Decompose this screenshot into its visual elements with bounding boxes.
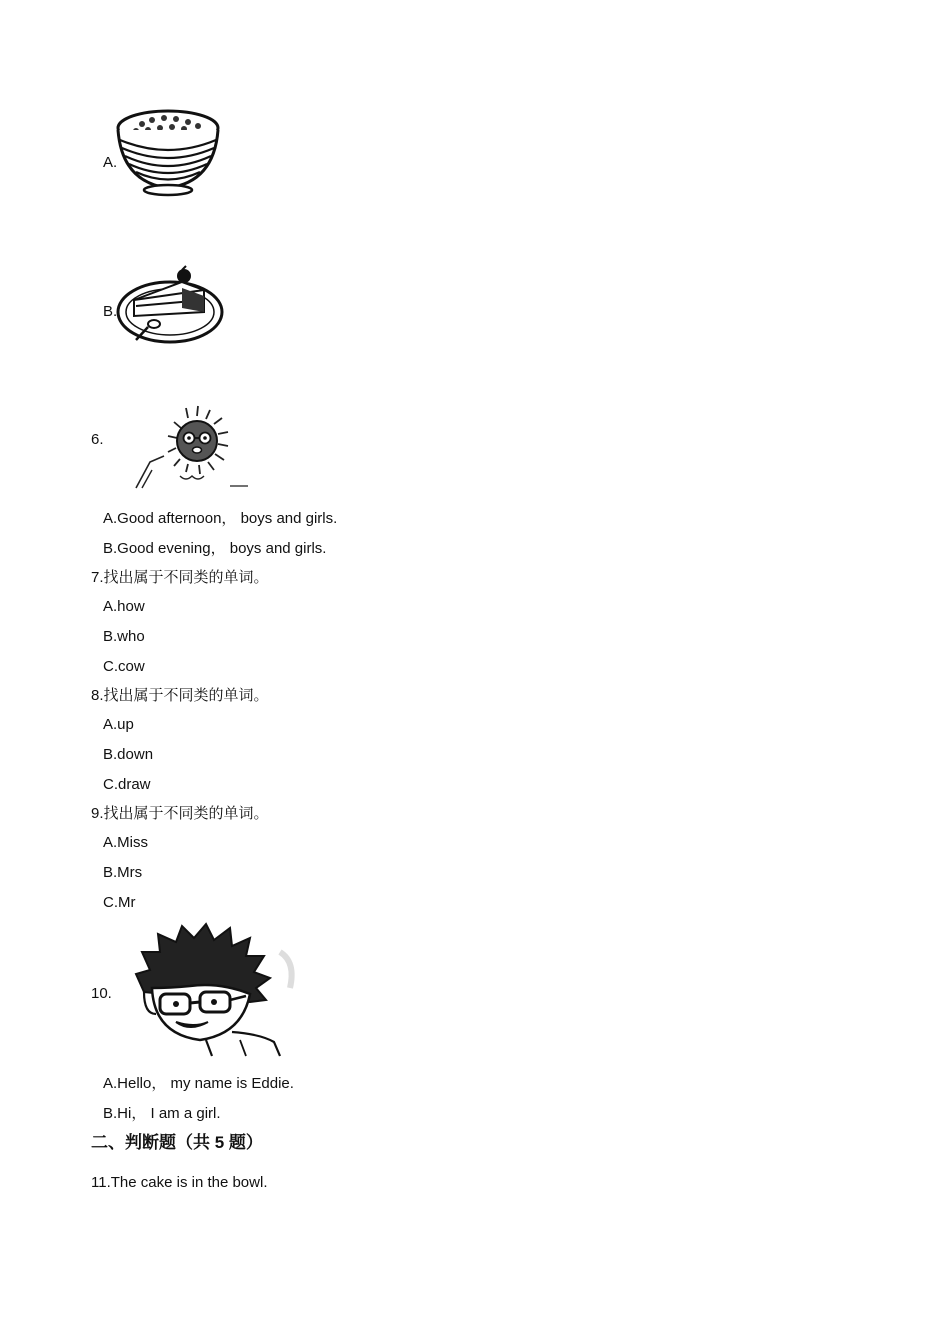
q10-option-a: A.Hello， my name is Eddie. [103,1075,294,1092]
q7-option-c: C.cow [103,658,145,675]
sun-face-icon [130,402,254,492]
q6-option-a: A.Good afternoon， boys and girls. [103,510,338,527]
q5-option-b-label: B. [103,303,118,320]
q6-option-b: B.Good evening， boys and girls. [103,540,327,557]
q8-option-c: C.draw [103,776,151,793]
q10-option-b: B.Hi， I am a girl. [103,1105,221,1122]
q8-option-b: B.down [103,746,154,763]
q7-prompt: 7.找出属于不同类的单词。 [91,569,269,586]
q6-number: 6. [91,431,104,448]
rice-bowl-icon [112,104,224,198]
section2-heading: 二、判断题（共 5 题） [91,1133,263,1152]
q11-text: 11.The cake is in the bowl. [91,1174,268,1191]
q7-option-a: A.how [103,598,145,615]
q9-option-c: C.Mr [103,894,136,911]
q8-prompt: 8.找出属于不同类的单词。 [91,687,269,704]
q5-option-a-label: A. [103,154,118,171]
cake-slice-icon [112,262,226,346]
q7-option-b: B.who [103,628,145,645]
boy-with-glasses-icon [130,922,306,1058]
q8-option-a: A.up [103,716,134,733]
q10-number: 10. [91,985,112,1002]
q9-prompt: 9.找出属于不同类的单词。 [91,805,269,822]
q9-option-a: A.Miss [103,834,148,851]
q9-option-b: B.Mrs [103,864,143,881]
